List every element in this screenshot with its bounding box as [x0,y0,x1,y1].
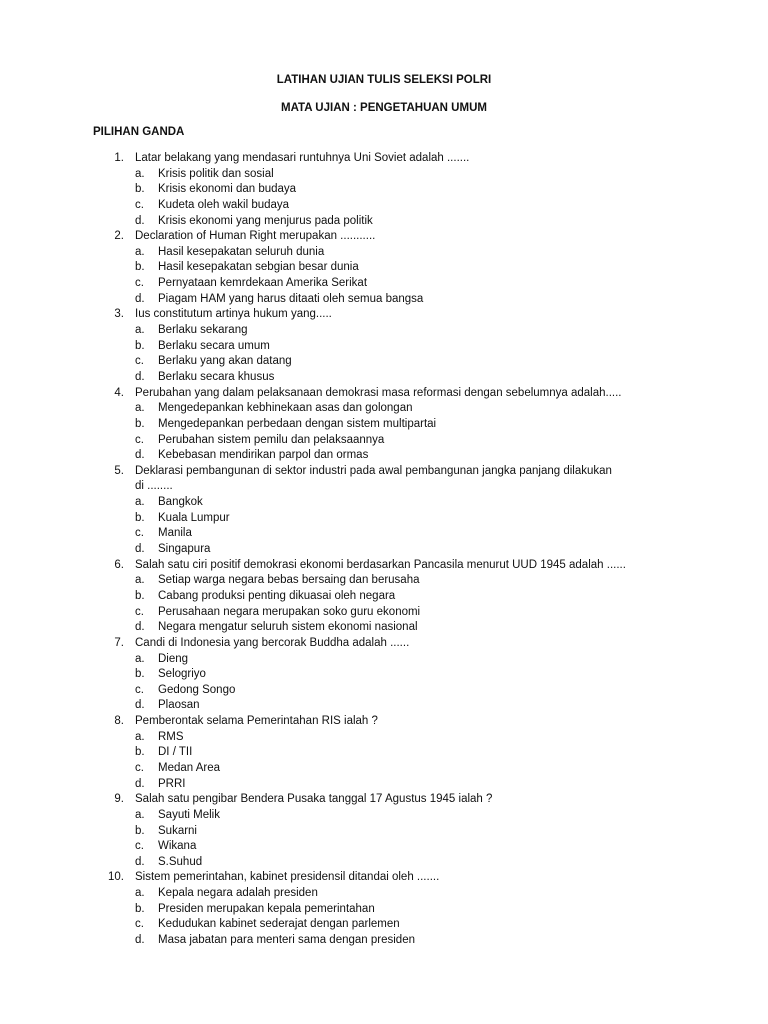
option-letter: d. [135,292,145,305]
option-letter: d. [135,449,145,462]
question-text: Latar belakang yang mendasari runtuhnya Uni Soviet adalah ....... [135,152,470,164]
answer-option [0,902,768,918]
option-text: Gedong Songo [158,683,236,696]
question-row [0,870,768,886]
answer-option [0,698,768,714]
option-text: PRRI [158,777,186,790]
question-number: 6. [114,558,124,571]
option-letter: c. [135,355,144,368]
option-letter: d. [135,543,145,556]
option-letter: a. [135,652,145,665]
option-letter: c. [135,198,144,211]
option-letter: d. [135,934,145,947]
section-heading: PILIHAN GANDA [93,126,185,138]
question-item [0,307,768,385]
option-letter: d. [135,855,145,868]
option-letter: c. [135,683,144,696]
answer-option [0,511,768,527]
question-number: 10. [108,871,124,884]
option-letter: c. [135,605,144,618]
question-row [0,307,768,323]
option-letter: c. [135,761,144,774]
option-text: Berlaku secara khusus [158,370,275,383]
answer-option [0,652,768,668]
option-text: Cabang produksi penting dikuasai oleh negara [158,589,396,602]
question-number: 2. [114,230,124,243]
option-text: Kuala Lumpur [158,511,230,524]
question-row [0,151,768,167]
option-letter: d. [135,699,145,712]
question-item [0,229,768,307]
option-text: Piagam HAM yang harus ditaati oleh semua bangsa [158,292,424,305]
option-letter: d. [135,777,145,790]
answer-option [0,245,768,261]
option-letter: c. [135,433,144,446]
option-text: Medan Area [158,761,221,774]
option-letter: d. [135,214,145,227]
answer-option [0,605,768,621]
question-row [0,714,768,730]
question-text: Salah satu pengibar Bendera Pusaka tanggal 17 Agustus 1945 ialah ? [135,793,493,806]
option-text: Dieng [158,652,189,665]
question-row [0,558,768,574]
option-letter: b. [135,668,145,681]
answer-option [0,292,768,308]
answer-option [0,542,768,558]
question-item [0,792,768,870]
option-letter: a. [135,887,145,900]
answer-option [0,886,768,902]
question-continuation-row [0,479,768,495]
answer-option [0,745,768,761]
option-text: Perusahaan negara merupakan soko guru ekonomi [158,605,421,618]
option-letter: a. [135,496,145,509]
answer-option [0,433,768,449]
question-item [0,386,768,464]
option-text: Mengedepankan perbedaan dengan sistem multipartai [158,417,437,430]
option-text: Masa jabatan para menteri sama dengan presiden [158,934,415,947]
option-text: RMS [158,730,184,743]
answer-option [0,214,768,230]
question-item [0,464,768,558]
option-text: Sayuti Melik [158,808,220,821]
question-row [0,386,768,402]
question-text: Deklarasi pembangunan di sektor industri pada awal pembangunan jangka panjang dilakukan [135,464,612,477]
question-row [0,792,768,808]
answer-option [0,182,768,198]
option-text: DI / TII [158,746,193,759]
question-text: di ........ [135,480,173,493]
option-text: Bangkok [158,496,203,509]
answer-option [0,730,768,746]
answer-option [0,354,768,370]
answer-option [0,683,768,699]
question-item [0,151,768,229]
answer-option [0,167,768,183]
option-letter: a. [135,245,145,258]
answer-option [0,839,768,855]
question-item [0,636,768,714]
question-text: Salah satu ciri positif demokrasi ekonomi berdasarkan Pancasila menurut UUD 1945 adalah ...... [135,558,626,571]
answer-option [0,417,768,433]
option-text: Kebebasan mendirikan parpol dan ormas [158,449,369,462]
question-row [0,464,768,480]
answer-option [0,589,768,605]
option-text: Kedudukan kabinet sederajat dengan parlemen [158,918,400,931]
question-item [0,714,768,792]
answer-option [0,495,768,511]
answer-option [0,933,768,949]
option-text: Wikana [158,840,197,853]
question-item [0,558,768,636]
option-text: Berlaku yang akan datang [158,355,292,368]
option-letter: b. [135,261,145,274]
option-text: S.Suhud [158,855,203,868]
option-text: Setiap warga negara bebas bersaing dan berusaha [158,574,420,587]
option-text: Negara mengatur seluruh sistem ekonomi nasional [158,621,418,634]
option-text: Pernyataan kemrdekaan Amerika Serikat [158,277,368,290]
answer-option [0,824,768,840]
question-list [0,151,768,949]
option-text: Berlaku sekarang [158,324,248,337]
option-text: Hasil kesepakatan sebgian besar dunia [158,261,359,274]
answer-option [0,917,768,933]
document-title: LATIHAN UJIAN TULIS SELEKSI POLRI [276,74,492,86]
option-letter: a. [135,402,145,415]
answer-option [0,448,768,464]
option-letter: b. [135,511,145,524]
option-letter: b. [135,589,145,602]
answer-option [0,260,768,276]
option-text: Kudeta oleh wakil budaya [158,198,290,211]
option-text: Krisis politik dan sosial [158,167,274,180]
option-text: Hasil kesepakatan seluruh dunia [158,245,325,258]
option-text: Plaosan [158,699,200,712]
option-letter: a. [135,324,145,337]
question-text: Ius constitutum artinya hukum yang..... [135,308,332,321]
answer-option [0,401,768,417]
option-letter: b. [135,339,145,352]
option-letter: a. [135,808,145,821]
option-letter: b. [135,417,145,430]
answer-option [0,323,768,339]
option-text: Singapura [158,543,211,556]
question-row [0,229,768,245]
question-text: Declaration of Human Right merupakan ........... [135,230,376,243]
question-row [0,636,768,652]
option-letter: b. [135,183,145,196]
question-text: Perubahan yang dalam pelaksanaan demokrasi masa reformasi dengan sebelumnya adalah..... [135,386,622,399]
question-text: Sistem pemerintahan, kabinet presidensil ditandai oleh ....... [135,871,440,884]
option-text: Selogriyo [158,668,206,681]
question-number: 5. [114,464,124,477]
answer-option [0,761,768,777]
question-number: 4. [114,386,124,399]
answer-option [0,620,768,636]
option-letter: a. [135,574,145,587]
option-text: Sukarni [158,824,197,837]
answer-option [0,339,768,355]
question-number: 8. [114,715,124,728]
option-letter: a. [135,167,145,180]
option-text: Berlaku secara umum [158,339,270,352]
question-item [0,870,768,948]
option-text: Kepala negara adalah presiden [158,887,318,900]
answer-option [0,370,768,386]
question-text: Pemberontak selama Pemerintahan RIS ialah ? [135,715,378,728]
question-number: 7. [114,636,124,649]
question-number: 1. [114,152,124,164]
answer-option [0,855,768,871]
answer-option [0,526,768,542]
option-text: Presiden merupakan kepala pemerintahan [158,902,375,915]
answer-option [0,573,768,589]
option-text: Krisis ekonomi dan budaya [158,183,297,196]
answer-option [0,198,768,214]
option-letter: c. [135,918,144,931]
answer-option [0,667,768,683]
answer-option [0,777,768,793]
option-letter: c. [135,277,144,290]
question-text: Candi di Indonesia yang bercorak Buddha adalah ...... [135,636,410,649]
option-letter: d. [135,370,145,383]
option-letter: d. [135,621,145,634]
answer-option [0,276,768,292]
option-text: Mengedepankan kebhinekaan asas dan golongan [158,402,413,415]
option-letter: a. [135,730,145,743]
question-number: 9. [114,793,124,806]
option-text: Krisis ekonomi yang menjurus pada politik [158,214,373,227]
option-letter: b. [135,746,145,759]
option-text: Manila [158,527,192,540]
answer-option [0,808,768,824]
option-text: Perubahan sistem pemilu dan pelaksaannya [158,433,385,446]
document-subtitle: MATA UJIAN : PENGETAHUAN UMUM [281,102,487,114]
option-letter: c. [135,840,144,853]
option-letter: b. [135,902,145,915]
option-letter: b. [135,824,145,837]
question-number: 3. [114,308,124,321]
option-letter: c. [135,527,144,540]
